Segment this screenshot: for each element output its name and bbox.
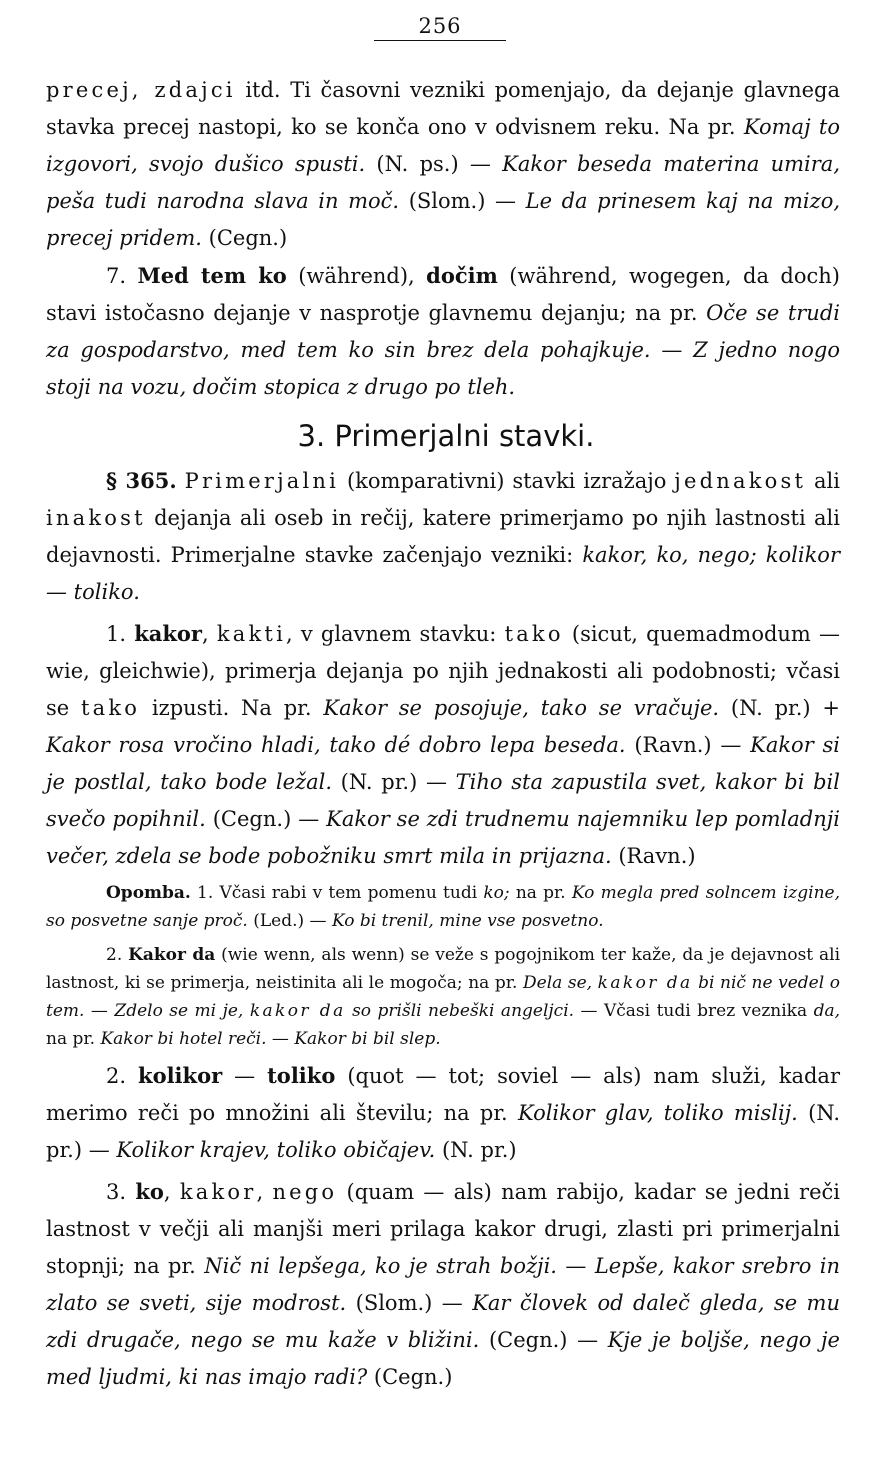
text-run: — bbox=[222, 1064, 268, 1088]
text-run: dejanja ali oseb in rečij, katere primerjamo po njih lastnosti ali dejavnosti. Primerjalne stavke začenjajo vezniki: bbox=[46, 506, 840, 567]
text-run: nego bbox=[272, 1180, 338, 1204]
text-run: Kolikor krajev, toliko običajev. bbox=[116, 1138, 436, 1162]
text-run: Komaj to izgovori, svojo dušico spusti. bbox=[46, 115, 840, 176]
text-run: (sicut, quemadmodum — wie, gleichwie), primerja dejanja po njih jednakosti ali podobnosti; včasi se bbox=[46, 622, 841, 720]
text-run: Oče se trudi za gospodarstvo, med tem ko sin brez dela pohajkuje. bbox=[46, 301, 840, 362]
paragraph-section-365 bbox=[46, 462, 840, 611]
text-run: , bbox=[202, 622, 217, 646]
text-run: tako bbox=[504, 622, 564, 646]
text-run: , bbox=[163, 1180, 180, 1204]
text-run: da, bbox=[813, 1001, 840, 1021]
text-run: 7. bbox=[106, 264, 138, 288]
text-run: Kakor da bbox=[128, 945, 216, 965]
text-run: (N. pr.) + bbox=[719, 696, 840, 720]
text-run: Kje je boljše, nego je med ljudmi, ki nas imajo radi? bbox=[46, 1328, 840, 1389]
text-run: tako bbox=[81, 696, 141, 720]
text-run: Kakor se posojuje, tako se vračuje. bbox=[323, 696, 720, 720]
text-run: (Ravn.) — bbox=[625, 733, 751, 757]
text-run: (Cegn.) bbox=[367, 1365, 453, 1389]
text-run: (während), bbox=[286, 264, 427, 288]
text-run: izpusti. Na pr. bbox=[140, 696, 324, 720]
text-run: (Cegn.) bbox=[201, 226, 288, 250]
text-run: (Slom.) — bbox=[346, 1291, 473, 1315]
text-run: Primerjalni bbox=[184, 469, 340, 493]
text-run: Kakor se zdi trudnemu najemniku lep pomladnji večer, zdela se bode pobožniku smrt mila in prijazna. bbox=[46, 807, 840, 868]
text-run bbox=[177, 469, 185, 493]
text-run: (N. pr.) — bbox=[46, 1101, 840, 1162]
text-run: kolikor bbox=[138, 1063, 223, 1088]
text-run: 2. bbox=[106, 945, 129, 965]
text-run: Ko bi trenil, mine vse posvetno. bbox=[331, 911, 604, 931]
text-run: (quot — tot; soviel — als) nam služi, kadar merimo reči po množini ali številu; na pr. bbox=[46, 1064, 840, 1125]
paragraph-kolikor bbox=[46, 1057, 840, 1169]
paragraph-ko-kakor-nego bbox=[46, 1173, 840, 1396]
text-run: (quam — als) nam rabijo, kadar se jedni reči lastnost v večji ali manjši meri prilaga kakor drugi, zlasti pri primerjalni stopnji; na pr. bbox=[46, 1180, 841, 1278]
text-run: Dela se, bbox=[523, 973, 598, 993]
text-run: Kolikor glav, toliko mislij. bbox=[517, 1101, 798, 1125]
remark-1 bbox=[46, 879, 840, 935]
text-run: Med tem ko bbox=[137, 263, 287, 288]
text-run: na pr. bbox=[46, 1029, 101, 1049]
text-run: 2. bbox=[106, 1064, 139, 1088]
text-run: Kar človek od daleč gleda, se mu zdi drugače, nego se mu kaže v bližini. bbox=[46, 1291, 840, 1352]
text-run: (N. ps.) — bbox=[365, 152, 503, 176]
text-run: Opomba. bbox=[106, 883, 191, 903]
text-run: jednakost bbox=[674, 469, 807, 493]
text-run: (N. pr.) bbox=[435, 1138, 517, 1162]
text-run: Kakor rosa vročino hladi, tako dé dobro lepa beseda. bbox=[46, 733, 626, 757]
body-text bbox=[46, 72, 840, 1396]
section-heading: 3. Primerjalni stavki. bbox=[297, 419, 595, 453]
text-run: kakor bbox=[134, 621, 202, 646]
text-run: kakor da bbox=[249, 1001, 346, 1021]
text-run: Kakor si je postlal, tako bode ležal. bbox=[46, 733, 840, 794]
text-run: dočim bbox=[426, 263, 498, 288]
text-run: (N. pr.) — bbox=[332, 770, 456, 794]
text-run: § 365. bbox=[106, 468, 177, 493]
text-run: Z jedno nogo stoji na vozu, dočim stopica z drugo po tleh. bbox=[46, 338, 841, 399]
text-run: itd. Ti časovni vezniki pomenjajo, da dejanje glavnega stavka precej nastopi, ko se konča ono v odvisnem reku. Na pr. bbox=[46, 78, 841, 139]
text-run: Nič ni lepšega, ko je strah božji. bbox=[204, 1254, 557, 1278]
text-run: — bbox=[556, 1254, 595, 1278]
text-run: — bbox=[650, 338, 694, 362]
paragraph-med-tem-ko bbox=[46, 257, 840, 406]
text-run: Kakor bi bil slep. bbox=[294, 1029, 441, 1049]
text-run: (wie wenn, als wenn) se veže s pogojnikom ter kaže, da je dejavnost ali lastnost, ki se primerja, neistinita ali le mogoča; na pr. bbox=[46, 945, 841, 993]
paragraph-kakor bbox=[46, 615, 840, 875]
text-run: Kakor beseda materina umira, peša tudi narodna slava in moč. bbox=[46, 152, 840, 213]
text-run: bi nič ne vedel o tem. bbox=[46, 973, 840, 1021]
text-run: (komparativni) stavki izražajo bbox=[339, 469, 675, 493]
text-run: toliko bbox=[267, 1063, 336, 1088]
text-run: Le da prinesem kaj na mizo, precej pridem. bbox=[46, 189, 841, 250]
remarks bbox=[46, 879, 840, 1053]
text-run: — Včasi tudi brez veznika bbox=[574, 1001, 814, 1021]
text-run: , bbox=[256, 1180, 273, 1204]
text-run: 3. bbox=[106, 1180, 136, 1204]
text-run: (während, wogegen, da doch) stavi istočasno dejanje v nasprotje glavnemu dejanju; na pr. bbox=[46, 264, 840, 325]
text-run: so prišli nebeški angeljci. bbox=[345, 1001, 575, 1021]
page-number: 256 bbox=[374, 12, 506, 41]
text-run: na pr. bbox=[509, 883, 572, 903]
text-run: Lepše, kakor srebro in zlato se sveti, sije modrost. bbox=[46, 1254, 841, 1315]
text-run: kakor, ko, nego; kolikor — toliko. bbox=[46, 543, 840, 604]
text-run: , v glavnem stavku: bbox=[286, 622, 505, 646]
text-run: — bbox=[84, 1001, 115, 1021]
text-run: 1. Včasi rabi v tem pomenu tudi bbox=[190, 883, 484, 903]
text-run: Zdelo se mi je, bbox=[114, 1001, 250, 1021]
text-run: kakti bbox=[216, 622, 286, 646]
text-run: kakor bbox=[179, 1180, 257, 1204]
remark-2 bbox=[46, 941, 840, 1053]
text-run: kakor da bbox=[597, 973, 693, 993]
paragraph-continuation bbox=[46, 72, 840, 257]
text-run: inakost bbox=[46, 506, 146, 530]
text-run: (Ravn.) bbox=[611, 844, 696, 868]
text-run: precej, zdajci bbox=[46, 78, 236, 102]
text-run: ko bbox=[135, 1179, 164, 1204]
text-run: 1. bbox=[106, 622, 135, 646]
text-run: ali bbox=[806, 469, 840, 493]
text-run: (Slom.) — bbox=[399, 189, 526, 213]
text-run: (Cegn.) — bbox=[479, 1328, 608, 1352]
text-run: (Cegn.) — bbox=[205, 807, 327, 831]
text-run: ko; bbox=[483, 883, 510, 903]
text-run: Tiho sta zapustila svet, kakor bi bil svečo popihnil. bbox=[46, 770, 840, 831]
text-run: (Led.) — bbox=[247, 911, 332, 931]
text-run: Ko megla pred solncem izgine, so posvetne sanje proč. bbox=[46, 883, 840, 931]
text-run: Kakor bi hotel reči. bbox=[100, 1029, 267, 1049]
text-run: — bbox=[266, 1029, 295, 1049]
